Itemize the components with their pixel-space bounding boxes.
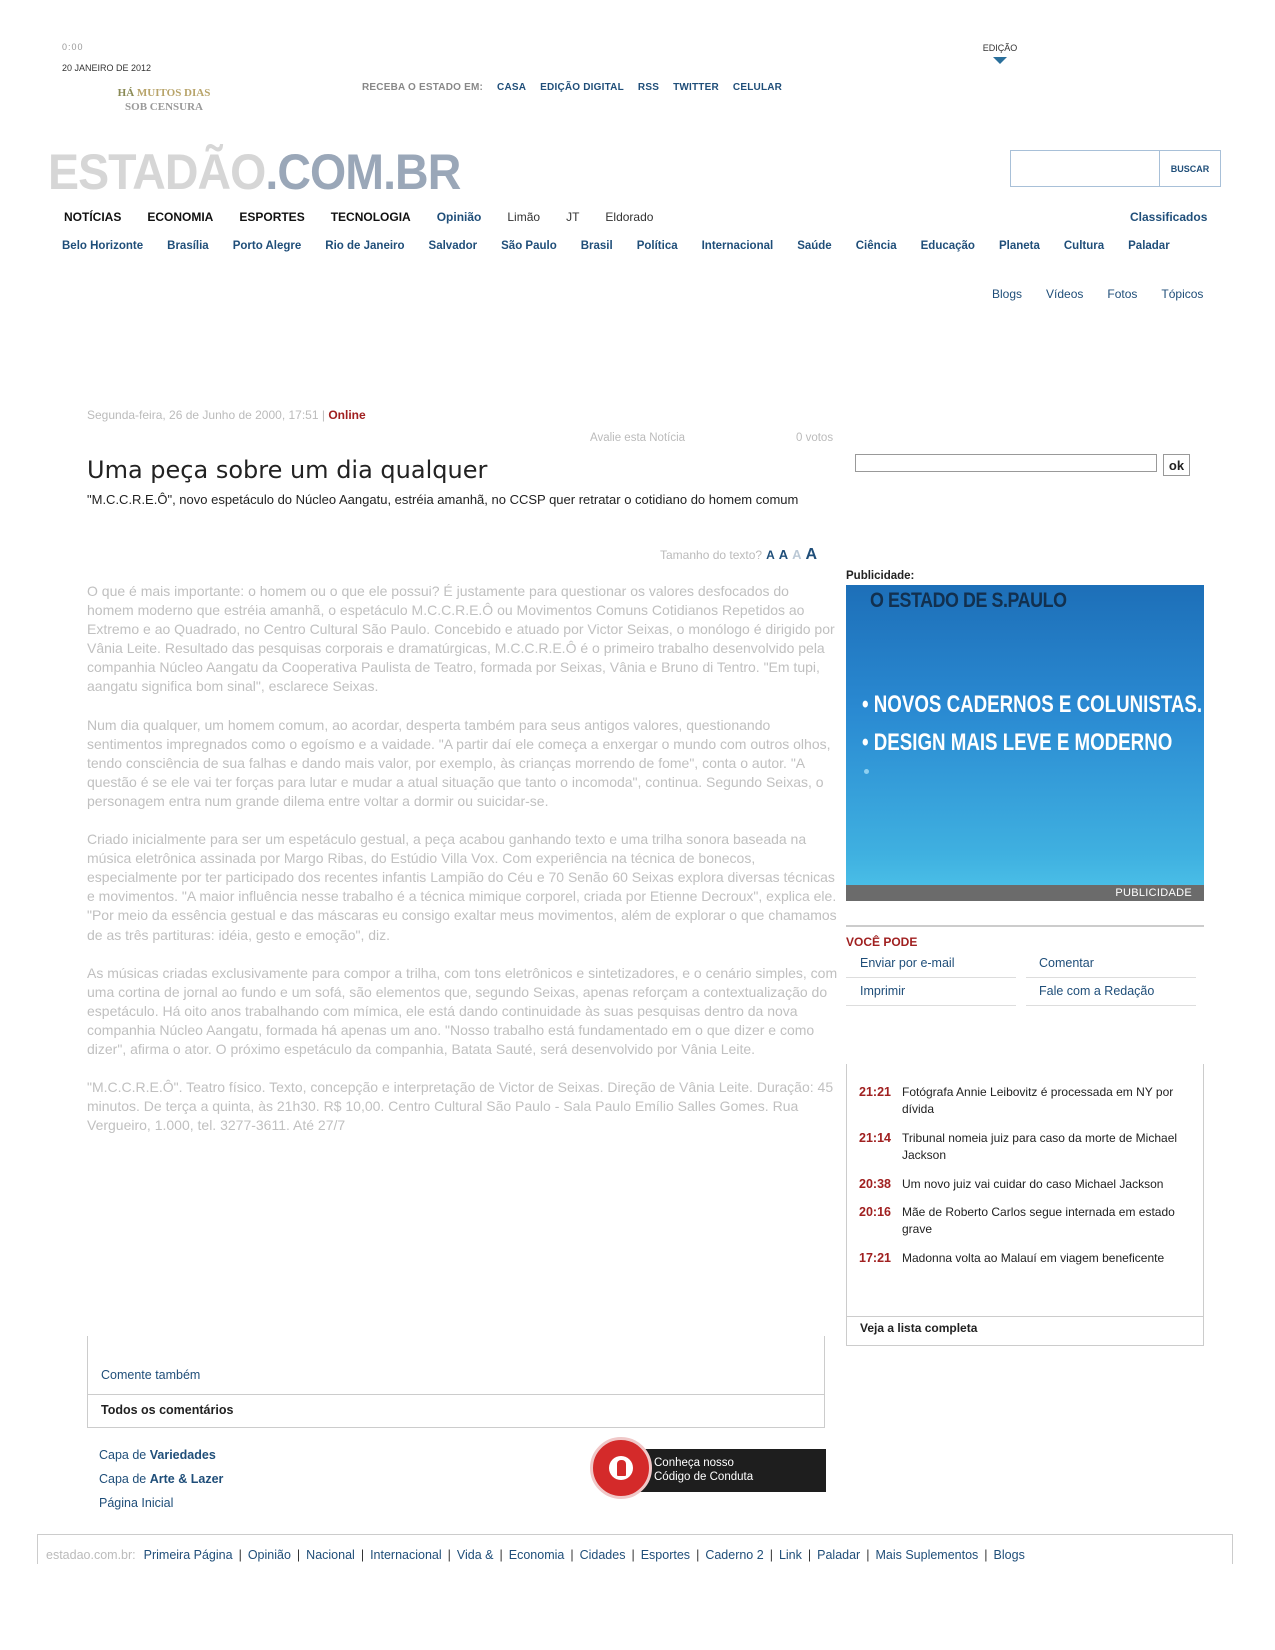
sidebar-search-input[interactable]: [855, 454, 1157, 472]
news-headline: Tribunal nomeia juiz para caso da morte de Michael Jackson: [902, 1131, 1178, 1162]
article-dateline: [87, 408, 366, 422]
nav-internacional[interactable]: Internacional: [701, 240, 774, 252]
logo-estadao: ESTADÃO: [48, 144, 266, 200]
news-headline: Um novo juiz vai cuidar do caso Michael Jackson: [902, 1177, 1164, 1191]
nav-rio-de-janeiro[interactable]: Rio de Janeiro: [325, 240, 405, 252]
receba-label: RECEBA O ESTADO EM:: [362, 82, 484, 93]
footer-link-primeira-pagina[interactable]: Primeira Página: [143, 1548, 233, 1562]
print-link[interactable]: Imprimir: [860, 984, 906, 998]
nav-blogs[interactable]: Blogs: [992, 287, 1023, 301]
nav-porto-alegre[interactable]: Porto Alegre: [232, 240, 302, 252]
article-body: [87, 582, 839, 1154]
censura-ha: HÁ: [117, 87, 135, 99]
ad-bullet-icon: [864, 769, 869, 774]
responsibility-seal-icon: [590, 1437, 652, 1499]
separator: |: [447, 1548, 451, 1562]
text-size-large[interactable]: A: [805, 546, 818, 563]
comment-also-link[interactable]: Comente também: [101, 1368, 201, 1382]
footer-link-nacional[interactable]: Nacional: [306, 1548, 355, 1562]
nav-brasilia[interactable]: Brasília: [167, 240, 209, 252]
text-size-small[interactable]: A: [766, 548, 775, 562]
latest-news-box: [846, 1064, 1204, 1346]
divider: [846, 977, 1016, 978]
nav-topicos[interactable]: Tópicos: [1161, 287, 1204, 301]
divider: [1026, 977, 1196, 978]
ad-footer-label: PUBLICIDADE: [1115, 887, 1192, 899]
divider: [87, 1394, 825, 1395]
nav-sao-paulo[interactable]: São Paulo: [501, 240, 557, 252]
news-headline: Mãe de Roberto Carlos segue internada em estado grave: [902, 1205, 1175, 1236]
ad-line-2: • DESIGN MAIS LEVE E MODERNO: [862, 729, 1173, 756]
text-size-control: [660, 546, 817, 564]
text-size-normal[interactable]: A: [792, 547, 802, 562]
ad-banner[interactable]: [846, 585, 1204, 901]
text-size-medium[interactable]: A: [778, 547, 789, 562]
nav-ciencia[interactable]: Ciência: [855, 240, 897, 252]
capa-prefix: Capa de: [99, 1472, 147, 1486]
rate-article[interactable]: Avalie esta Notícia: [590, 432, 686, 444]
nav-salvador[interactable]: Salvador: [428, 240, 478, 252]
separator: |: [499, 1548, 503, 1562]
article-subtitle: "M.C.C.R.E.Ô", novo espetáculo do Núcleo Aangatu, estréia amanhã, no CCSP quer retratar o cotidiano do homem comum: [87, 492, 799, 507]
receba-link-rss[interactable]: RSS: [637, 82, 660, 93]
separator: |: [807, 1548, 812, 1562]
footer-link-economia[interactable]: Economia: [508, 1548, 565, 1562]
capa-arte-lazer: Arte & Lazer: [149, 1472, 224, 1486]
separator: |: [696, 1548, 700, 1562]
search-button[interactable]: BUSCAR: [1160, 150, 1221, 187]
nav-belo-horizonte[interactable]: Belo Horizonte: [62, 240, 144, 252]
news-headline: Fotógrafa Annie Leibovitz é processada em NY por dívida: [902, 1085, 1174, 1116]
site-logo[interactable]: [48, 143, 460, 201]
article-paragraph: O que é mais importante: o homem ou o que ele possui? É justamente para questionar os valores desfocados do homem moderno que estréia amanhã, o espetáculo M.C.C.R.E.Ô ou Movimentos Comuns Cotidianos Repetidos ao Extremo e ao Quadrado, no Centro Cultural São Paulo. Concebido e atuado por Victor Seixas, o monólogo é dirigido por Vânia Leite. Resultado das pesquisas corporais e dramatúrgicas, M.C.C.R.E.Ô é o primeiro trabalho desenvolvido pela companhia Núcleo Aangatu da Cooperativa Paulista de Teatro, formada por Seixas, Vânia e Bruno di Tentro. "Em tupi, aangatu significa bom sinal", esclarece Seixas.: [87, 583, 835, 695]
footer-link-paladar[interactable]: Paladar: [817, 1548, 861, 1562]
news-time: 17:21: [859, 1251, 891, 1265]
contact-newsroom-link[interactable]: Fale com a Redação: [1039, 984, 1155, 998]
nav-opiniao[interactable]: Opinião: [436, 210, 482, 224]
search-input[interactable]: [1010, 150, 1160, 187]
article-source[interactable]: Online: [328, 408, 366, 422]
censura-sob-censura: SOB CENSURA: [125, 101, 203, 113]
receba-link-edicao-digital[interactable]: EDIÇÃO DIGITAL: [540, 82, 624, 93]
footer-link-mais-suplementos[interactable]: Mais Suplementos: [875, 1548, 979, 1562]
news-item[interactable]: [859, 1204, 1189, 1237]
nav-noticias[interactable]: NOTÍCIAS: [64, 210, 122, 224]
nav-saude[interactable]: Saúde: [797, 240, 832, 252]
footer-link-internacional[interactable]: Internacional: [370, 1548, 442, 1562]
ad-label: Publicidade:: [846, 570, 915, 582]
capa-prefix: Capa de: [99, 1448, 147, 1462]
conduct-line-2: Código de Conduta: [654, 1471, 754, 1483]
footer-link-opiniao[interactable]: Opinião: [247, 1548, 291, 1562]
edicao-label: EDIÇÃO: [982, 43, 1018, 53]
censura-badge[interactable]: [108, 86, 220, 114]
article-paragraph: Criado inicialmente para ser um espetáculo gestual, a peça acabou ganhando texto e uma trilha sonora baseada na música eletrônica assinada por Margo Ribas, do Estúdio Villa Vox. Com experiência na técnica de bonecos, especialmente por ter participado dos recentes infantis Lampião do Céu e 70 Senão 60 Seixas explora diversas técnicas e movimentos. "A maior influência nesse trabalho é a técnica mimique corporel, criada por Etienne Decroux", explica ele. "Por meio da essência gestual e das máscaras eu consigo exaltar meus movimentos, além de explorar o que chamamos de as três partituras: idéia, gesto e emoção", diz.: [87, 831, 837, 943]
see-full-list-link[interactable]: Veja a lista completa: [860, 1321, 978, 1335]
footer-link-vida[interactable]: Vida &: [456, 1548, 494, 1562]
separator: |: [570, 1548, 574, 1562]
article-date: Segunda-feira, 26 de Junho de 2000, 17:51 |: [87, 408, 325, 422]
logo-com-br: .COM.BR: [265, 144, 461, 200]
capa-arte-lazer-link[interactable]: [99, 1467, 223, 1491]
current-date: 20 JANEIRO DE 2012: [62, 63, 152, 73]
capa-variedades: Variedades: [149, 1448, 216, 1462]
conduct-line-1: Conheça nosso: [654, 1457, 734, 1469]
nav-planeta[interactable]: Planeta: [998, 240, 1040, 252]
receba-link-twitter[interactable]: TWITTER: [673, 82, 719, 93]
article-paragraph: As músicas criadas exclusivamente para compor a trilha, com tons eletrônicos e sintetizadores, e o cenário simples, com uma cortina de jornal ao fundo e um sofá, são elementos que, segundo Seixas, apenas reforçam a contextualização do espetáculo. Há oito anos trabalhando com mímica, ele está dando continuidade às suas pesquisas dentro da nova companhia Núcleo Aangatu, formada há apenas um ano. "Nosso trabalho está fundamentado em o que dizer e como dizer", afirma o ator. O próximo espetáculo da companhia, Batata Sauté, será desenvolvido por Vânia Leite.: [87, 964, 838, 1057]
main-nav: [64, 210, 679, 224]
edicao-dropdown[interactable]: [982, 43, 1018, 64]
section-nav: [62, 240, 1232, 252]
sidebar-ok-button[interactable]: ok: [1163, 454, 1190, 476]
censura-muitos-dias: MUITOS DIAS: [136, 87, 211, 99]
nav-paladar[interactable]: Paladar: [1128, 240, 1170, 252]
ad-headline: O ESTADO DE S.PAULO: [870, 589, 1067, 612]
article-paragraph: Num dia qualquer, um homem comum, ao acordar, desperta também para seus antigos valores, questionando sentimentos impregnados como o egoísmo e a vaidade. "A partir daí ele começa a enxergar o mundo com outros olhos, tendo consciência de sua falhas e dando mais valor, por exemplo, às crianças morrendo de fome", conta o autor. "A questão é se ele vai ter forças para lutar e mudar a atual situação que tanto o incomoda", continua. Segundo Seixas, o personagem entra num grande dilema entre voltar a dormir ou suicidar-se.: [87, 716, 831, 809]
article-paragraph: "M.C.C.R.E.Ô". Teatro físico. Texto, concepção e interpretação de Victor de Seixas. Direção de Vânia Leite. Duração: 45 minutos. De terça a quinta, às 21h30. R$ 10,00. Centro Cultural São Paulo - Sala Paulo Emílio Salles Gomes. Rua Vergueiro, 1.000, tel. 3277-3611. Até 27/7: [87, 1079, 834, 1134]
receba-link-casa[interactable]: CASA: [497, 82, 527, 93]
nav-tecnologia[interactable]: TECNOLOGIA: [330, 210, 411, 224]
divider: [846, 925, 1204, 927]
separator: |: [984, 1548, 988, 1562]
footer-label: estadao.com.br:: [46, 1548, 136, 1562]
divider: [846, 1005, 1016, 1006]
nav-eldorado[interactable]: Eldorado: [605, 210, 654, 224]
footer-link-cidades[interactable]: Cidades: [579, 1548, 626, 1562]
separator: |: [866, 1548, 870, 1562]
nav-jt[interactable]: JT: [566, 210, 580, 224]
receba-link-celular[interactable]: CELULAR: [732, 82, 783, 93]
nav-fotos[interactable]: Fotos: [1107, 287, 1138, 301]
nav-educacao[interactable]: Educação: [920, 240, 975, 252]
news-item[interactable]: [859, 1176, 1189, 1193]
footer-link-link[interactable]: Link: [778, 1548, 802, 1562]
footer-link-caderno-2[interactable]: Caderno 2: [705, 1548, 764, 1562]
news-time: 20:38: [859, 1177, 891, 1191]
article-title: Uma peça sobre um dia qualquer: [87, 456, 488, 484]
news-headline: Madonna volta ao Malauí em viagem beneficente: [902, 1251, 1165, 1265]
media-nav: [992, 287, 1203, 301]
home-page-link[interactable]: Página Inicial: [99, 1496, 174, 1510]
divider: [846, 1316, 1204, 1317]
nav-videos[interactable]: Vídeos: [1046, 287, 1084, 301]
chevron-down-icon: [993, 57, 1007, 64]
nav-limao[interactable]: Limão: [507, 210, 541, 224]
divider: [1026, 1005, 1196, 1006]
clock: 0:00: [62, 42, 84, 52]
separator: |: [238, 1548, 242, 1562]
ad-line-1: • NOVOS CADERNOS E COLUNISTAS.: [862, 691, 1203, 718]
nav-politica[interactable]: Política: [636, 240, 678, 252]
voce-pode-title: VOCÊ PODE: [846, 935, 918, 949]
news-time: 21:14: [859, 1131, 891, 1145]
conduct-text: [638, 1449, 826, 1492]
section-links: [99, 1443, 223, 1515]
news-time: 20:16: [859, 1205, 891, 1219]
code-of-conduct-banner[interactable]: [590, 1437, 826, 1499]
text-size-label: Tamanho do texto?: [660, 548, 763, 562]
nav-cultura[interactable]: Cultura: [1063, 240, 1105, 252]
capa-variedades-link[interactable]: [99, 1443, 223, 1467]
news-item[interactable]: [859, 1250, 1189, 1267]
separator: |: [296, 1548, 301, 1562]
footer-links: [46, 1548, 1025, 1562]
vote-count: 0 votos: [796, 432, 834, 444]
nav-brasil[interactable]: Brasil: [580, 240, 613, 252]
news-item[interactable]: [859, 1130, 1189, 1163]
separator: |: [631, 1548, 635, 1562]
comment-link[interactable]: Comentar: [1039, 956, 1094, 970]
news-time: 21:21: [859, 1085, 891, 1099]
email-link[interactable]: Enviar por e-mail: [860, 956, 955, 970]
all-comments-link[interactable]: Todos os comentários: [101, 1403, 234, 1417]
nav-esportes[interactable]: ESPORTES: [239, 210, 305, 224]
nav-economia[interactable]: ECONOMIA: [147, 210, 214, 224]
separator: |: [769, 1548, 773, 1562]
footer-link-blogs[interactable]: Blogs: [993, 1548, 1025, 1562]
news-item[interactable]: [859, 1084, 1189, 1117]
footer-link-esportes[interactable]: Esportes: [640, 1548, 691, 1562]
nav-classificados[interactable]: Classificados: [1130, 210, 1208, 224]
ad-footer-bar: [846, 885, 1204, 901]
receba-bar: [362, 82, 782, 93]
separator: |: [360, 1548, 365, 1562]
